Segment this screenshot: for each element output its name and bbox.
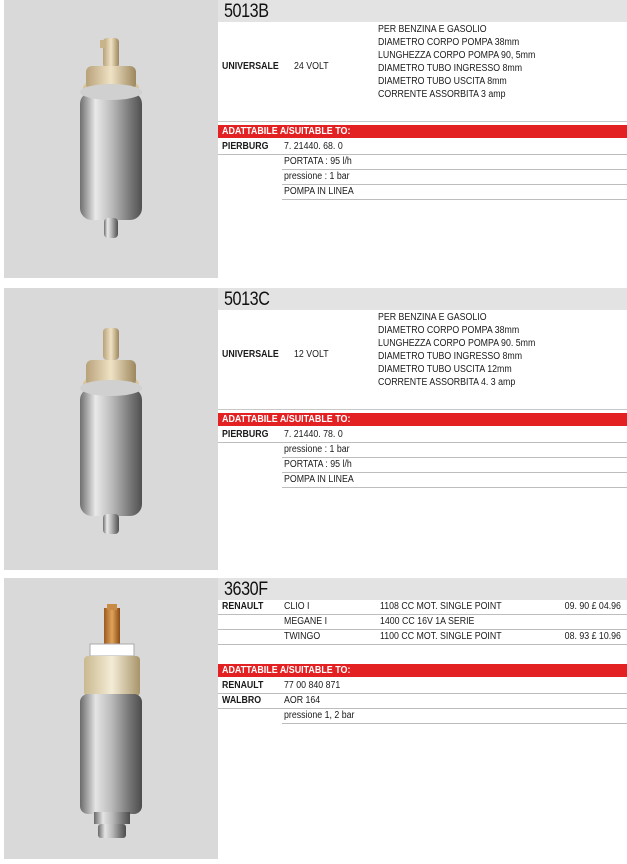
suitable-row: PORTATA : 95 l/h — [282, 155, 627, 170]
suitable-row: PIERBURG 7. 21440. 68. 0 — [218, 140, 627, 155]
suitable-row: POMPA IN LINEA — [282, 473, 627, 488]
spec-line: DIAMETRO CORPO POMPA 38mm — [378, 37, 520, 48]
suitable-row: PIERBURG 7. 21440. 78. 0 — [218, 428, 627, 443]
spec-line: DIAMETRO TUBO INGRESSO 8mm — [378, 351, 523, 362]
product-photo — [4, 0, 218, 278]
product-code: 5013B — [224, 1, 269, 22]
product-5013b — [0, 0, 627, 280]
voltage-value: 12 VOLT — [294, 349, 329, 360]
spec-line: PER BENZINA E GASOLIO — [378, 312, 487, 323]
application-row: TWINGO 1100 CC MOT. SINGLE POINT 08. 93 £ 10.96 — [218, 630, 627, 645]
spec-line: CORRENTE ASSORBITA 4. 3 amp — [378, 377, 516, 388]
spec-line: DIAMETRO TUBO USCITA 8mm — [378, 76, 507, 87]
suitable-header: ADATTABILE A/SUITABLE TO: — [218, 125, 627, 138]
spec-line: DIAMETRO CORPO POMPA 38mm — [378, 325, 520, 336]
suitable-header: ADATTABILE A/SUITABLE TO: — [218, 413, 627, 426]
spec-line: CORRENTE ASSORBITA 3 amp — [378, 89, 506, 100]
suitable-row: pressione 1, 2 bar — [282, 709, 627, 724]
fuel-pump-image — [4, 0, 218, 278]
application-row: RENAULT CLIO I 1108 CC MOT. SINGLE POINT 09. 90 £ 04.96 — [218, 600, 627, 615]
suitable-row: POMPA IN LINEA — [282, 185, 627, 200]
product-5013c — [0, 288, 627, 570]
product-3630f — [0, 578, 627, 859]
spec-line: DIAMETRO TUBO USCITA 12mm — [378, 364, 512, 375]
spec-line: LUNGHEZZA CORPO POMPA 90, 5mm — [378, 50, 536, 61]
spec-line: DIAMETRO TUBO INGRESSO 8mm — [378, 63, 523, 74]
product-code: 5013C — [224, 289, 270, 310]
product-specs — [218, 310, 627, 410]
suitable-row: PORTATA : 95 l/h — [282, 458, 627, 473]
spec-line: PER BENZINA E GASOLIO — [378, 24, 487, 35]
suitable-row: pressione : 1 bar — [282, 443, 627, 458]
suitable-row: WALBRO AOR 164 — [218, 694, 627, 709]
product-specs — [218, 22, 627, 122]
product-code: 3630F — [224, 579, 268, 600]
suitable-row: pressione : 1 bar — [282, 170, 627, 185]
suitable-header: ADATTABILE A/SUITABLE TO: — [218, 664, 627, 677]
suitable-row: RENAULT 77 00 840 871 — [218, 679, 627, 694]
product-photo — [4, 288, 218, 570]
fuel-pump-image — [4, 288, 218, 570]
application-label: UNIVERSALE — [222, 349, 279, 360]
spec-line: LUNGHEZZA CORPO POMPA 90. 5mm — [378, 338, 536, 349]
product-photo — [4, 578, 218, 859]
fuel-pump-image — [4, 578, 218, 859]
application-row: MEGANE I 1400 CC 16V 1A SERIE — [218, 615, 627, 630]
application-label: UNIVERSALE — [222, 61, 279, 72]
voltage-value: 24 VOLT — [294, 61, 329, 72]
